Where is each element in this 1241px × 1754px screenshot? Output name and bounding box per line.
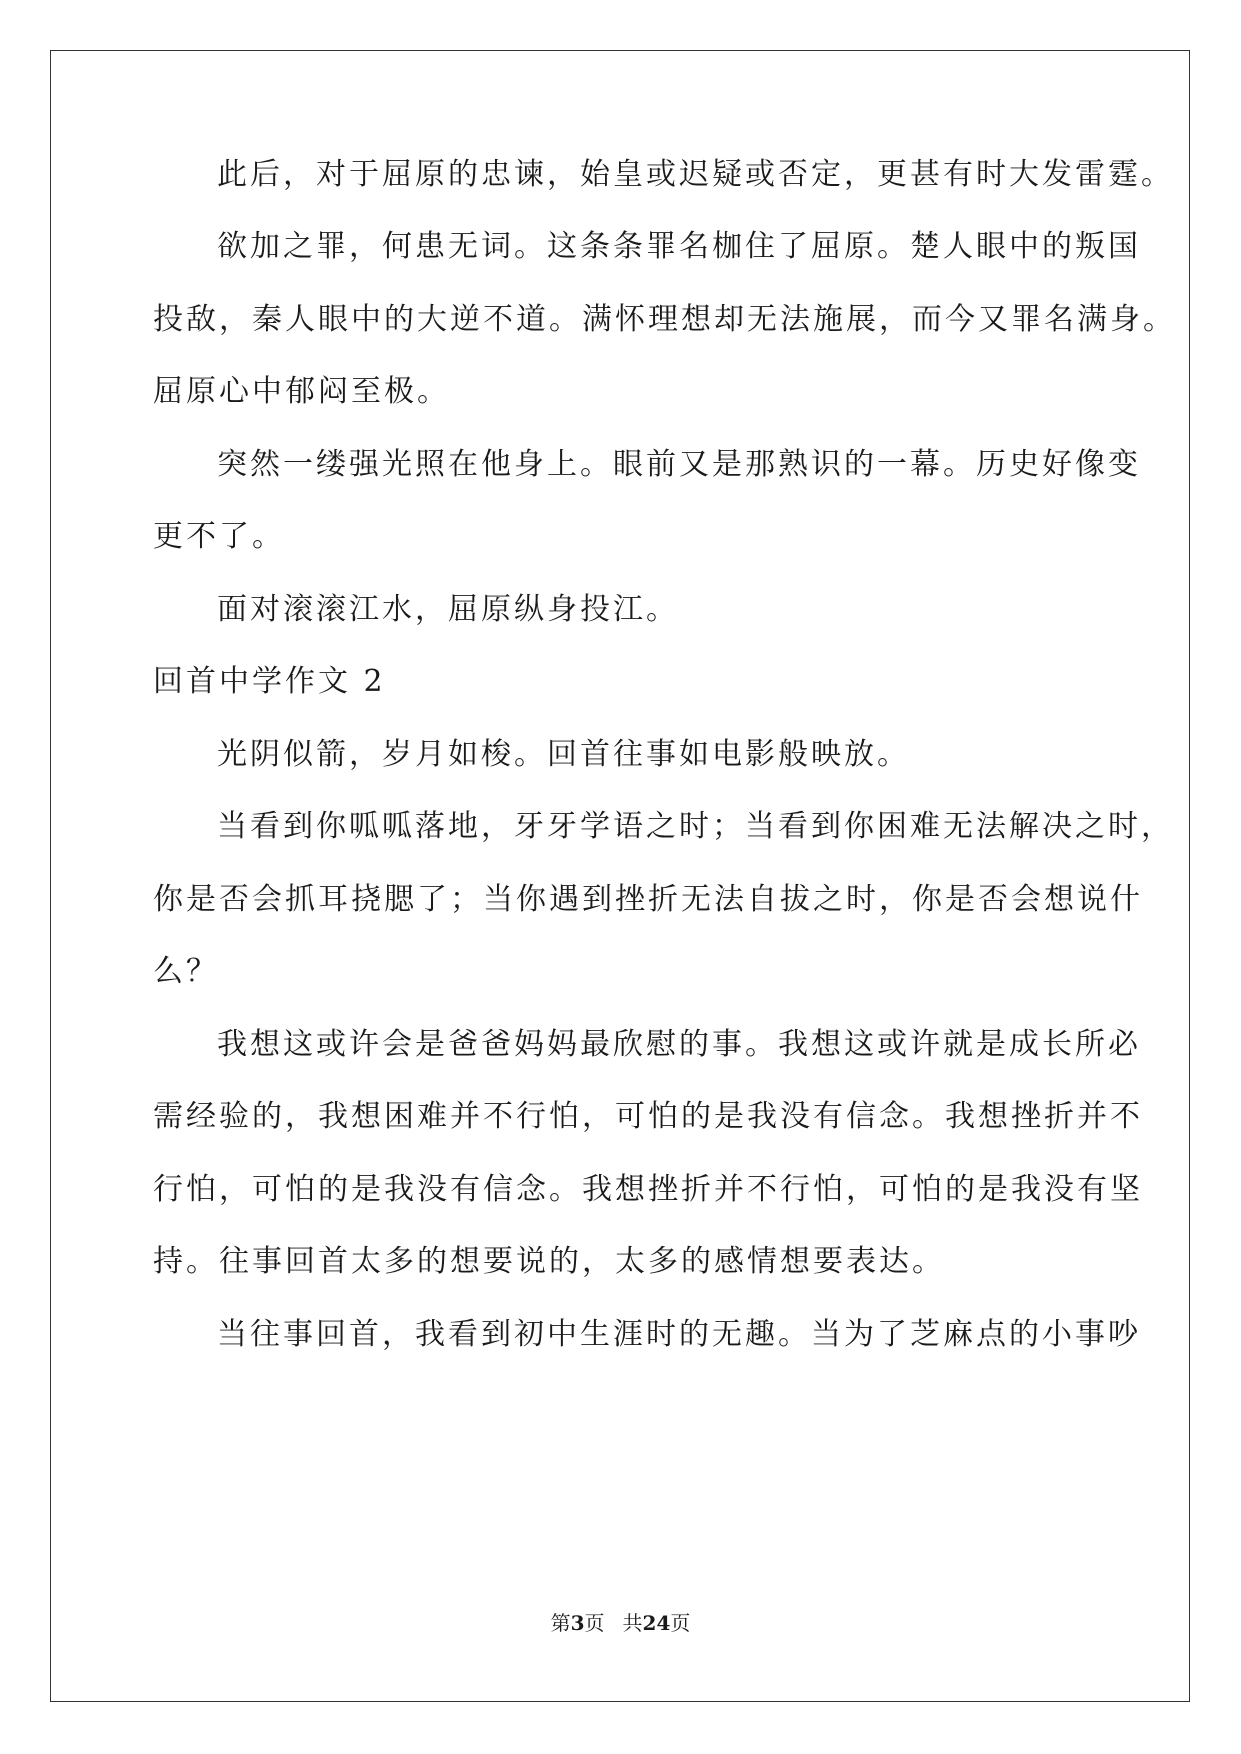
footer-total-suffix: 页 — [670, 1611, 691, 1635]
footer-prefix: 第 — [550, 1611, 571, 1635]
paragraph-line: 需经验的，我想困难并不行怕，可怕的是我没有信念。我想挫折并不 — [153, 1099, 1143, 1134]
paragraph-line: 更不了。 — [153, 519, 285, 554]
paragraph-line: 你是否会抓耳挠腮了；当你遇到挫折无法自拔之时，你是否会想说什 — [153, 882, 1143, 917]
paragraph-line: 当看到你呱呱落地，牙牙学语之时；当看到你困难无法解决之时， — [217, 809, 1174, 844]
paragraph-line: 投敌，秦人眼中的大逆不道。满怀理想却无法施展，而今又罪名满身。 — [153, 302, 1176, 337]
paragraph-line: 突然一缕强光照在他身上。眼前又是那熟识的一幕。历史好像变 — [217, 447, 1141, 482]
paragraph-line: 持。往事回首太多的想要说的，太多的感情想要表达。 — [153, 1244, 945, 1279]
paragraph-line: 当往事回首，我看到初中生涯时的无趣。当为了芝麻点的小事吵 — [217, 1317, 1141, 1352]
paragraph-line: 屈原心中郁闷至极。 — [153, 374, 450, 409]
paragraph-line: 行怕，可怕的是我没有信念。我想挫折并不行怕，可怕的是我没有坚 — [153, 1172, 1143, 1207]
page-border — [50, 50, 1190, 1702]
footer-total-prefix: 共 — [622, 1611, 643, 1635]
current-page-number: 3 — [570, 1611, 585, 1635]
footer-page-suffix: 页 — [584, 1611, 605, 1635]
section-heading: 回首中学作文 2 — [153, 664, 386, 699]
paragraph-line: 面对滚滚江水，屈原纵身投江。 — [217, 592, 679, 627]
paragraph-line: 我想这或许会是爸爸妈妈最欣慰的事。我想这或许就是成长所必 — [217, 1027, 1141, 1062]
page-footer — [0, 1610, 1241, 1636]
paragraph-line: 此后，对于屈原的忠谏，始皇或迟疑或否定，更甚有时大发雷霆。 — [217, 157, 1174, 192]
total-page-count: 24 — [642, 1611, 671, 1635]
paragraph-line: 欲加之罪，何患无词。这条条罪名枷住了屈原。楚人眼中的叛国 — [217, 229, 1141, 264]
paragraph-line: 么？ — [153, 954, 219, 989]
paragraph-line: 光阴似箭，岁月如梭。回首往事如电影般映放。 — [217, 737, 910, 772]
